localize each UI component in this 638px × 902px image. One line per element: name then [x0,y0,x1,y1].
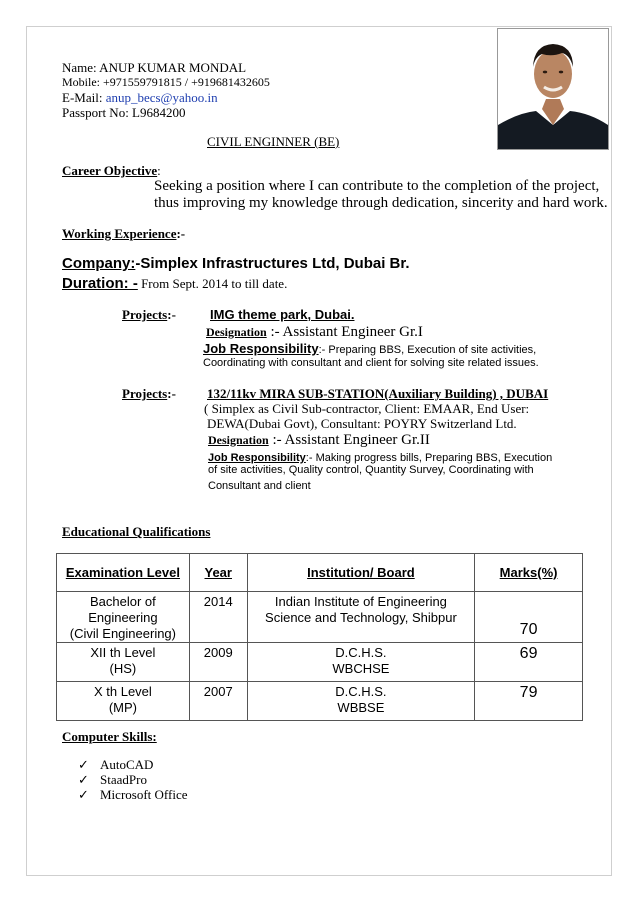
working-experience-suffix: :- [176,226,186,241]
column-header: Examination Level [57,554,190,592]
skill-label: AutoCAD [100,757,154,772]
project-1-name: IMG theme park, Dubai. [210,307,355,322]
designation-label: Designation [206,325,267,339]
designation-value: :- Assistant Engineer Gr.I [266,324,423,340]
company-name: -Simplex Infrastructures Ltd, Dubai Br. [135,255,410,272]
responsibility-text: :- Making progress bills, Preparing BBS, Execution [305,452,553,464]
skill-item [78,757,153,773]
career-objective-label: Career Objective [62,163,158,178]
checkmark-icon: ✓ [78,787,89,802]
candidate-name: Name: ANUP KUMAR MONDAL [62,60,247,75]
designation-value: :- Assistant Engineer Gr.II [268,432,430,448]
project-1-responsibility-line-2: Coordinating with consultant and client for solving site related issues. [203,357,539,369]
responsibility-text: :- Preparing BBS, Execution of site activities, [318,344,537,356]
company-label: Company: [62,255,136,272]
duration-label: Duration: - [62,275,138,292]
career-objective-line-1: Seeking a position where I can contribute to the completion of the project, [154,178,600,194]
skill-label: StaadPro [100,772,147,787]
email-label: E-Mail: [62,90,106,105]
column-header: Institution/ Board [247,554,474,592]
project-2-detail-line-2: DEWA(Dubai Govt), Consultant: POYRY Switzerland Ltd. [207,416,517,431]
responsibility-label: Job Responsibility [208,452,306,464]
skill-item [78,772,147,788]
project-2-detail-line-1: ( Simplex as Civil Sub-contractor, Client: EMAAR, End User: [204,401,530,416]
table-header-row [57,554,583,592]
email-line [62,90,218,106]
duration-line [62,275,287,293]
project-1-responsibility-line-1 [203,340,536,358]
table-cell-institution: Indian Institute of Engineering Science and Technology, Shibpur [247,592,474,643]
project-2-responsibility-line-3: Consultant and client [208,480,311,492]
job-title: CIVIL ENGINNER (BE) [207,134,340,149]
project-1-designation [206,323,423,341]
company-line [62,255,410,272]
career-objective-line-2: thus improving my knowledge through dedication, sincerity and hard work. [154,195,608,211]
project-2-designation [208,431,430,449]
table-cell-level: XII th Level (HS) [57,643,190,682]
duration-value: From Sept. 2014 to till date. [137,276,288,291]
column-header: Year [189,554,247,592]
table-cell-year: 2014 [189,592,247,643]
education-table [56,553,583,721]
table-row [57,643,583,682]
working-experience-label: Working Experience [62,226,177,241]
table-cell-marks: 70 [475,592,583,643]
table-row [57,592,583,643]
education-heading: Educational Qualifications [62,524,211,539]
email-link[interactable]: anup_becs@yahoo.in [105,90,218,105]
table-cell-institution: D.C.H.S. WBBSE [247,682,474,721]
project-2-label: Projects:- [122,386,176,401]
project-1-label: Projects:- [122,307,176,322]
table-cell-level: X th Level (MP) [57,682,190,721]
table-cell-institution: D.C.H.S. WBCHSE [247,643,474,682]
profile-photo [497,28,609,150]
career-objective-colon: : [157,163,161,178]
designation-label: Designation [208,433,269,447]
table-row [57,682,583,721]
checkmark-icon: ✓ [78,772,89,787]
table-cell-marks: 79 [475,682,583,721]
table-cell-marks: 69 [475,643,583,682]
responsibility-label: Job Responsibility [203,341,319,356]
table-cell-year: 2007 [189,682,247,721]
skill-item [78,787,187,803]
table-cell-level: Bachelor of Engineering (Civil Engineering) [57,592,190,643]
project-2-responsibility-line-2: of site activities, Quality control, Quantity Survey, Coordinating with [208,464,534,476]
column-header: Marks(%) [475,554,583,592]
computer-skills-heading: Computer Skills: [62,729,157,744]
working-experience-heading [62,226,185,242]
career-objective-heading [62,163,161,179]
passport-number: Passport No: L9684200 [62,105,186,120]
skill-label: Microsoft Office [100,787,188,802]
table-cell-year: 2009 [189,643,247,682]
mobile-number: Mobile: +971559791815 / +919681432605 [62,75,270,89]
checkmark-icon: ✓ [78,757,89,772]
project-2-name: 132/11kv MIRA SUB-STATION(Auxiliary Building) , DUBAI [207,386,549,401]
